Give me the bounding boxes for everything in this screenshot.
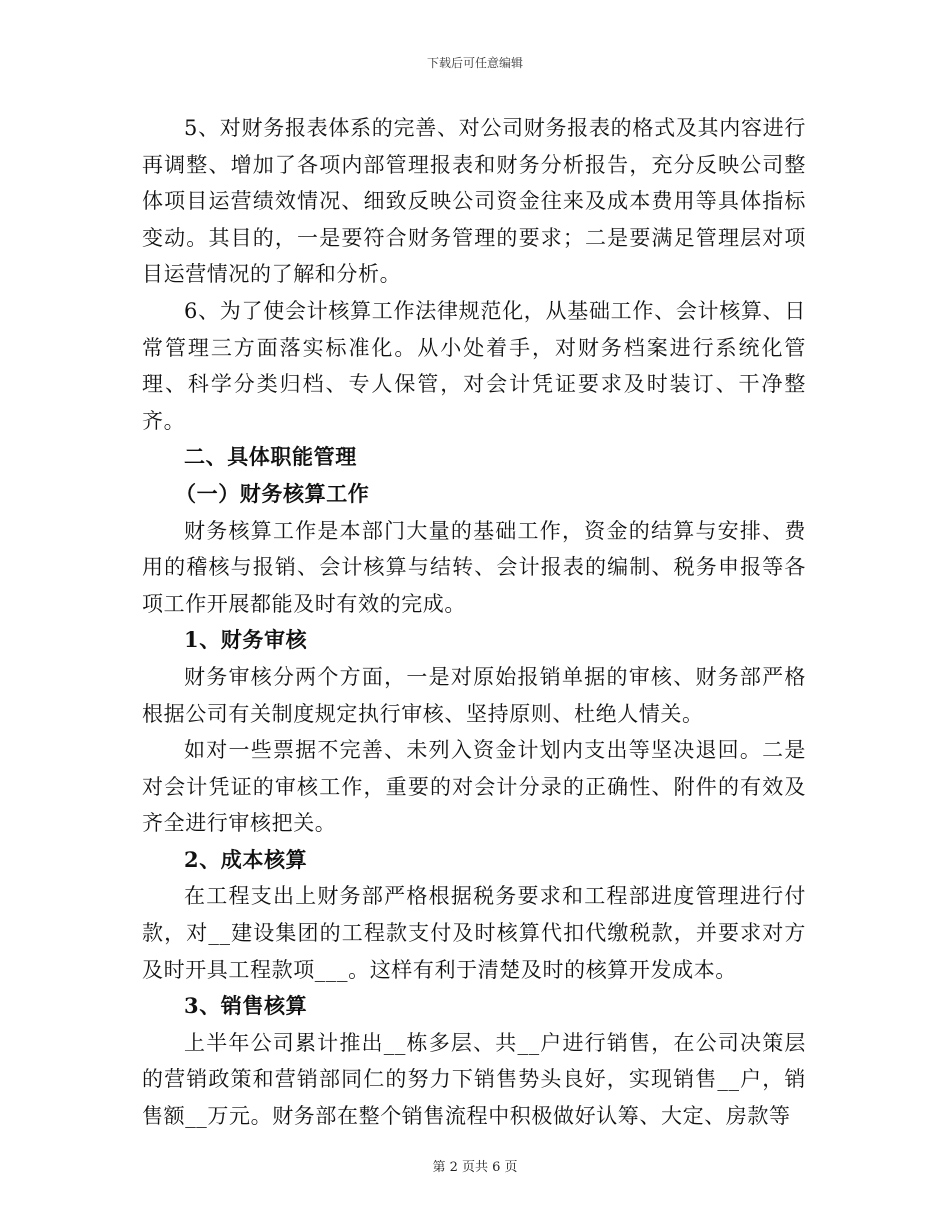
paragraph-5: 5、对财务报表体系的完善、对公司财务报表的格式及其内容进行再调整、增加了各项内部管理报表和财务分析报告，充分反映公司整体项目运营绩效情况、细致反映公司资金往来及成本费用等具体指标变动。其目的，一是要符合财务管理的要求；二是要满足管理层对项目运营情况的了解和分析。	[142, 116, 806, 287]
paragraph-cost: 在工程支出上财务部严格根据税务要求和工程部进度管理进行付款，对__建设集团的工程款支付及时核算代扣代缴税款，并要求对方及时开具工程款项___。这样有利于清楚及时的核算开发成本。	[142, 884, 806, 982]
paragraph-audit-2: 如对一些票据不完善、未列入资金计划内支出等坚决退回。二是对会计凭证的审核工作，重要的对会计分录的正确性、附件的有效及齐全进行审核把关。	[142, 738, 806, 836]
heading-sales-accounting: 3、销售核算	[184, 993, 308, 1019]
paragraph-audit-1: 财务审核分两个方面，一是对原始报销单据的审核、财务部严格根据公司有关制度规定执行审核、坚持原则、杜绝人情关。	[142, 664, 806, 726]
section-heading-2: 二、具体职能管理	[184, 444, 357, 470]
heading-financial-audit: 1、财务审核	[184, 627, 308, 653]
paragraph-sales: 上半年公司累计推出__栋多层、共__户进行销售，在公司决策层的营销政策和营销部同仁的努力下销售势头良好，实现销售__户，销售额__万元。财务部在整个销售流程中积极做好认筹、大定、房款等	[142, 1030, 806, 1129]
paragraph-6: 6、为了使会计核算工作法律规范化，从基础工作、会计核算、日常管理三方面落实标准化。从小处着手，对财务档案进行系统化管理、科学分类归档、专人保管，对会计凭证要求及时装订、干净整齐。	[142, 298, 806, 433]
document-body	[142, 110, 806, 1135]
heading-cost-accounting: 2、成本核算	[184, 846, 308, 872]
page-footer: 第 2 页共 6 页	[432, 1160, 518, 1175]
paragraph-accounting: 财务核算工作是本部门大量的基础工作，资金的结算与安排、费用的稽核与报销、会计核算与结转、会计报表的编制、税务申报等各项工作开展都能及时有效的完成。	[142, 518, 806, 616]
subsection-heading-1: （一）财务核算工作	[175, 480, 370, 506]
page-header: 下载后可任意编辑	[426, 56, 523, 70]
